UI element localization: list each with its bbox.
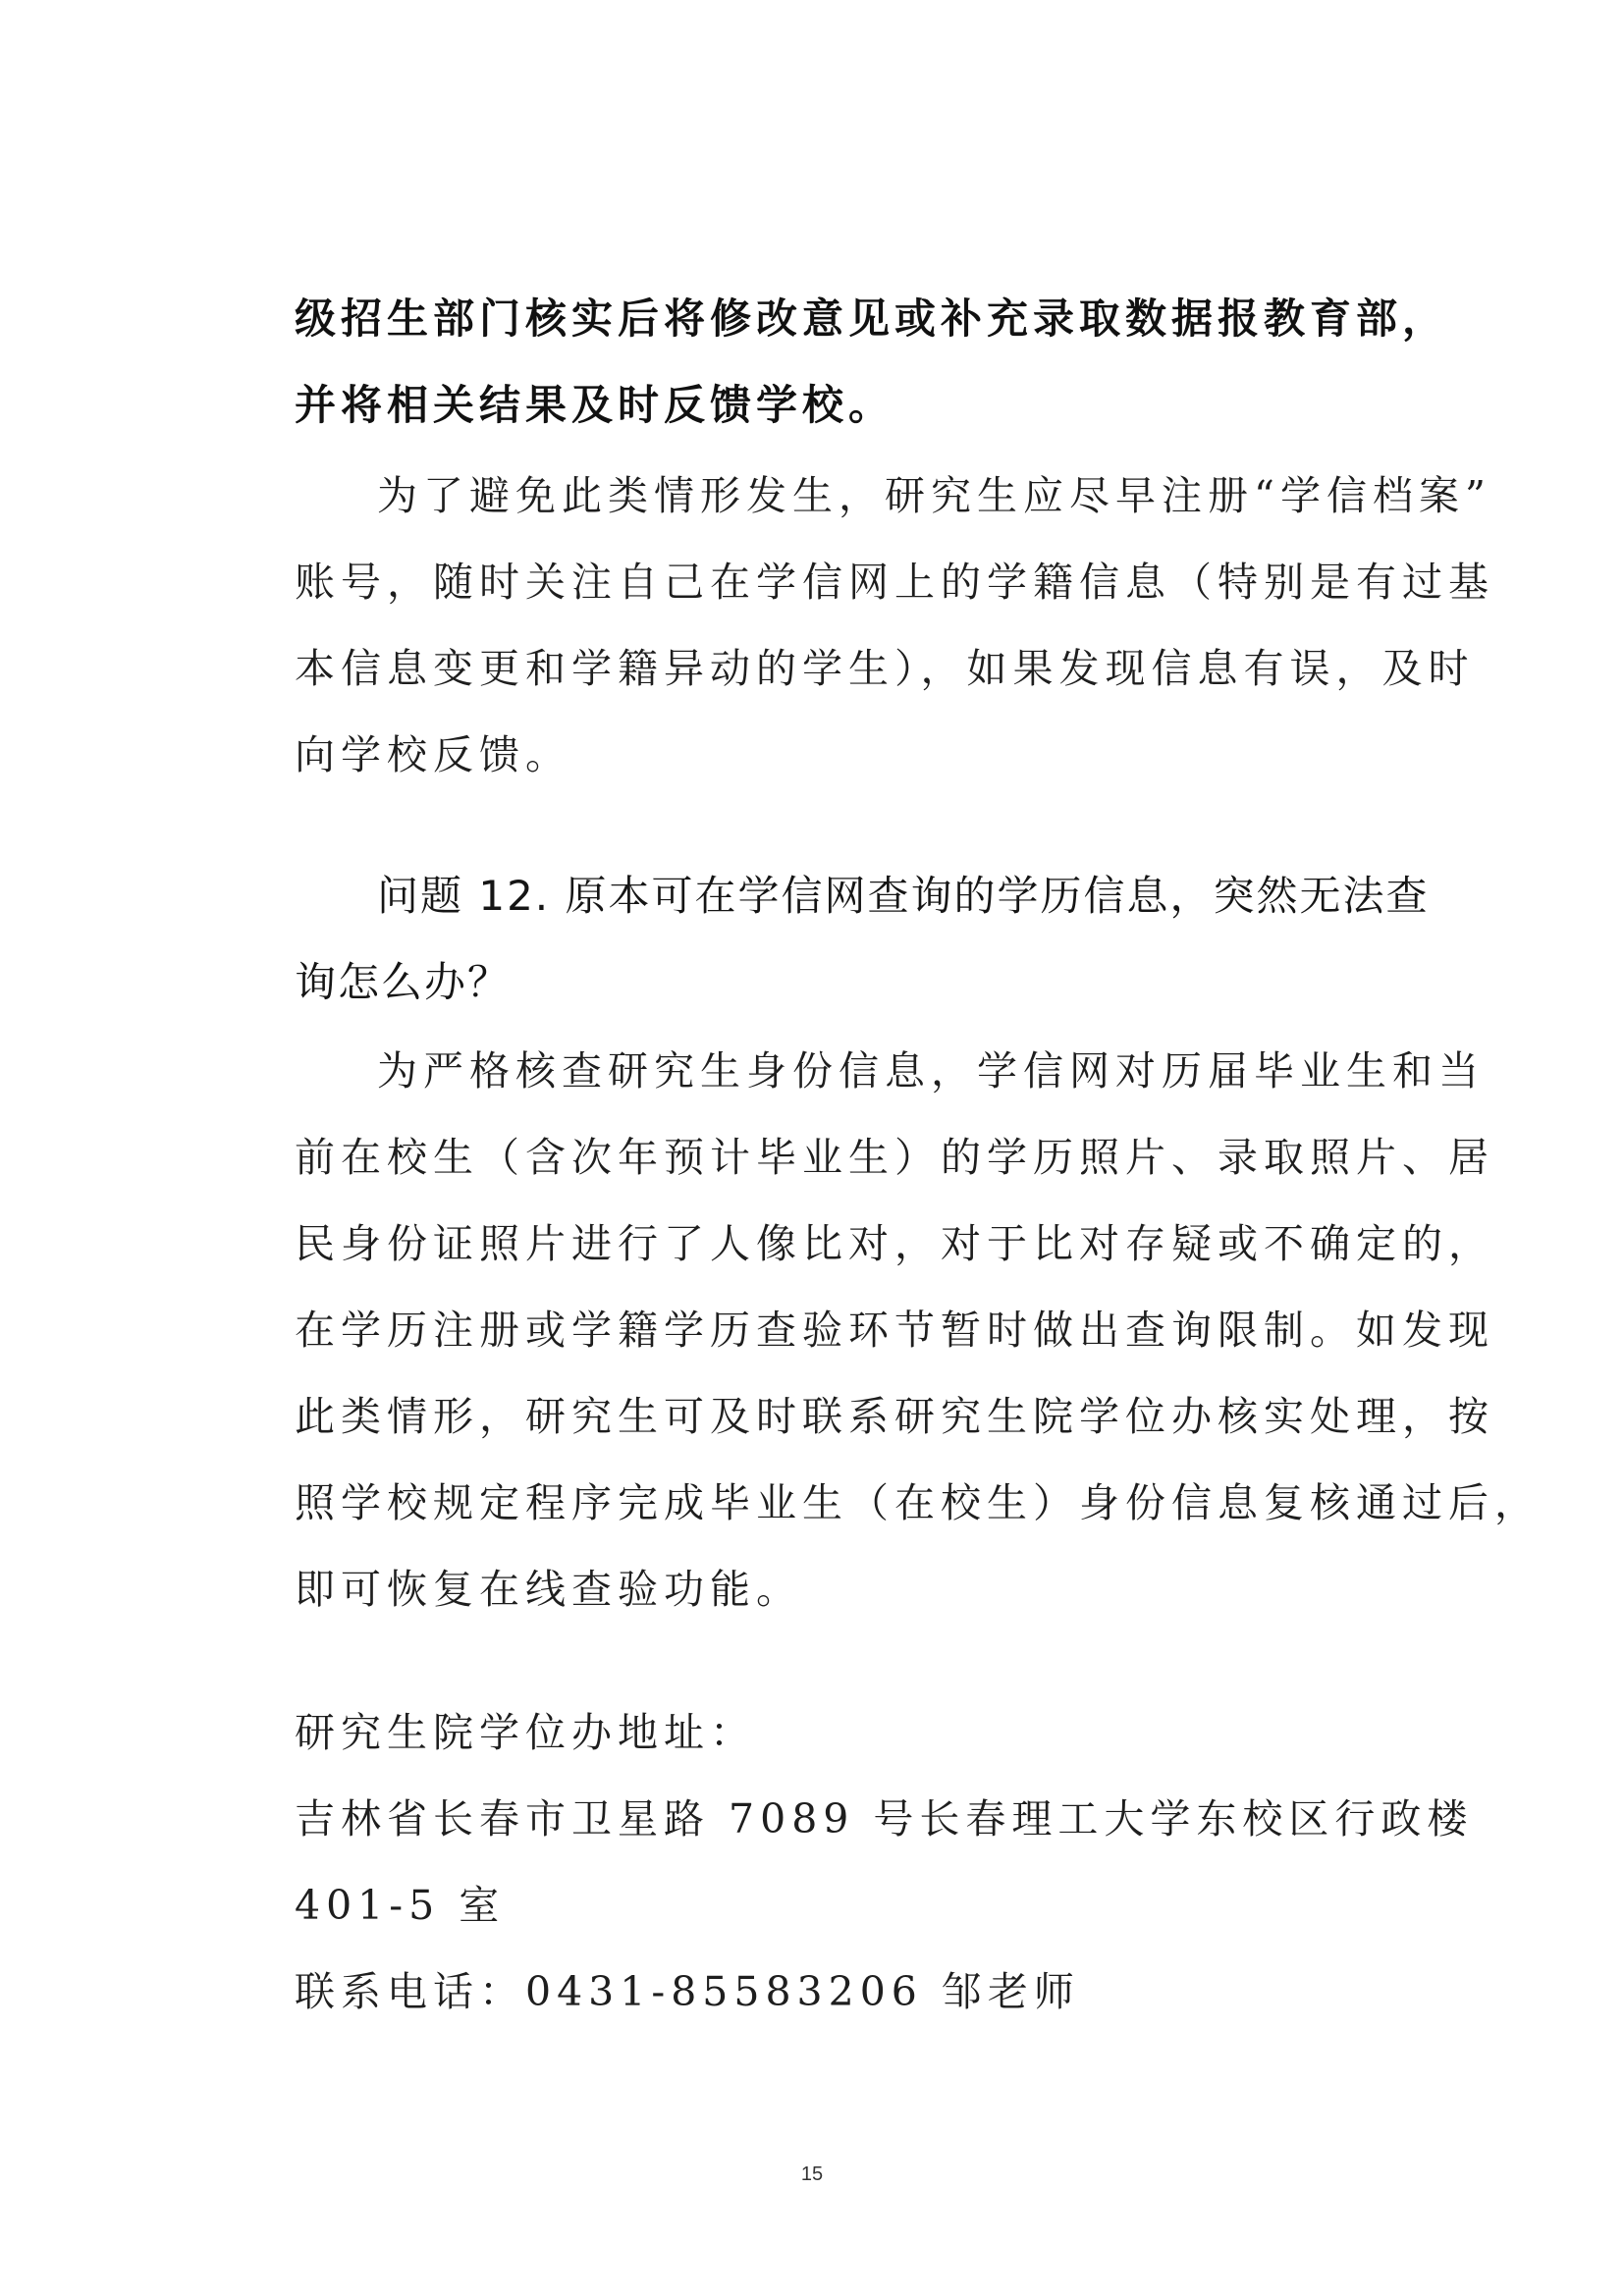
paragraph-1-line-1: 为了避免此类情形发生，研究生应尽早注册“学信档案”	[377, 472, 1491, 519]
page-number: 15	[800, 2163, 824, 2185]
contact-phone: 联系电话：0431-85583206 邹老师	[295, 1968, 1080, 2015]
paragraph-1-line-3: 本信息变更和学籍异动的学生），如果发现信息有误，及时	[295, 645, 1475, 692]
address-line-1: 吉林省长春市卫星路 7089 号长春理工大学东校区行政楼	[295, 1795, 1474, 1842]
answer-12-line-1: 为严格核查研究生身份信息，学信网对历届毕业生和当	[377, 1047, 1485, 1095]
answer-12-line-6: 照学校规定程序完成毕业生（在校生）身份信息复核通过后，	[295, 1479, 1541, 1526]
answer-12-line-7: 即可恢复在线查验功能。	[295, 1566, 802, 1613]
paragraph-1-line-2: 账号，随时关注自己在学信网上的学籍信息（特别是有过基	[295, 559, 1494, 606]
question-12-heading-line-1: 问题 12. 原本可在学信网查询的学历信息，突然无法查	[377, 872, 1430, 920]
answer-12-line-4: 在学历注册或学籍学历查验环节暂时做出查询限制。如发现	[295, 1307, 1494, 1354]
continuation-line-2: 并将相关结果及时反馈学校。	[295, 381, 895, 429]
question-12-heading-line-2: 询怎么办？	[295, 958, 512, 1006]
address-line-2: 401-5 室	[295, 1882, 506, 1929]
paragraph-1-line-4: 向学校反馈。	[295, 731, 571, 778]
answer-12-line-5: 此类情形，研究生可及时联系研究生院学位办核实处理，按	[295, 1393, 1494, 1440]
address-label: 研究生院学位办地址：	[295, 1709, 756, 1756]
answer-12-line-3: 民身份证照片进行了人像比对，对于比对存疑或不确定的，	[295, 1220, 1494, 1267]
answer-12-line-2: 前在校生（含次年预计毕业生）的学历照片、录取照片、居	[295, 1134, 1494, 1181]
continuation-line-1: 级招生部门核实后将修改意见或补充录取数据报教育部，	[295, 294, 1449, 343]
